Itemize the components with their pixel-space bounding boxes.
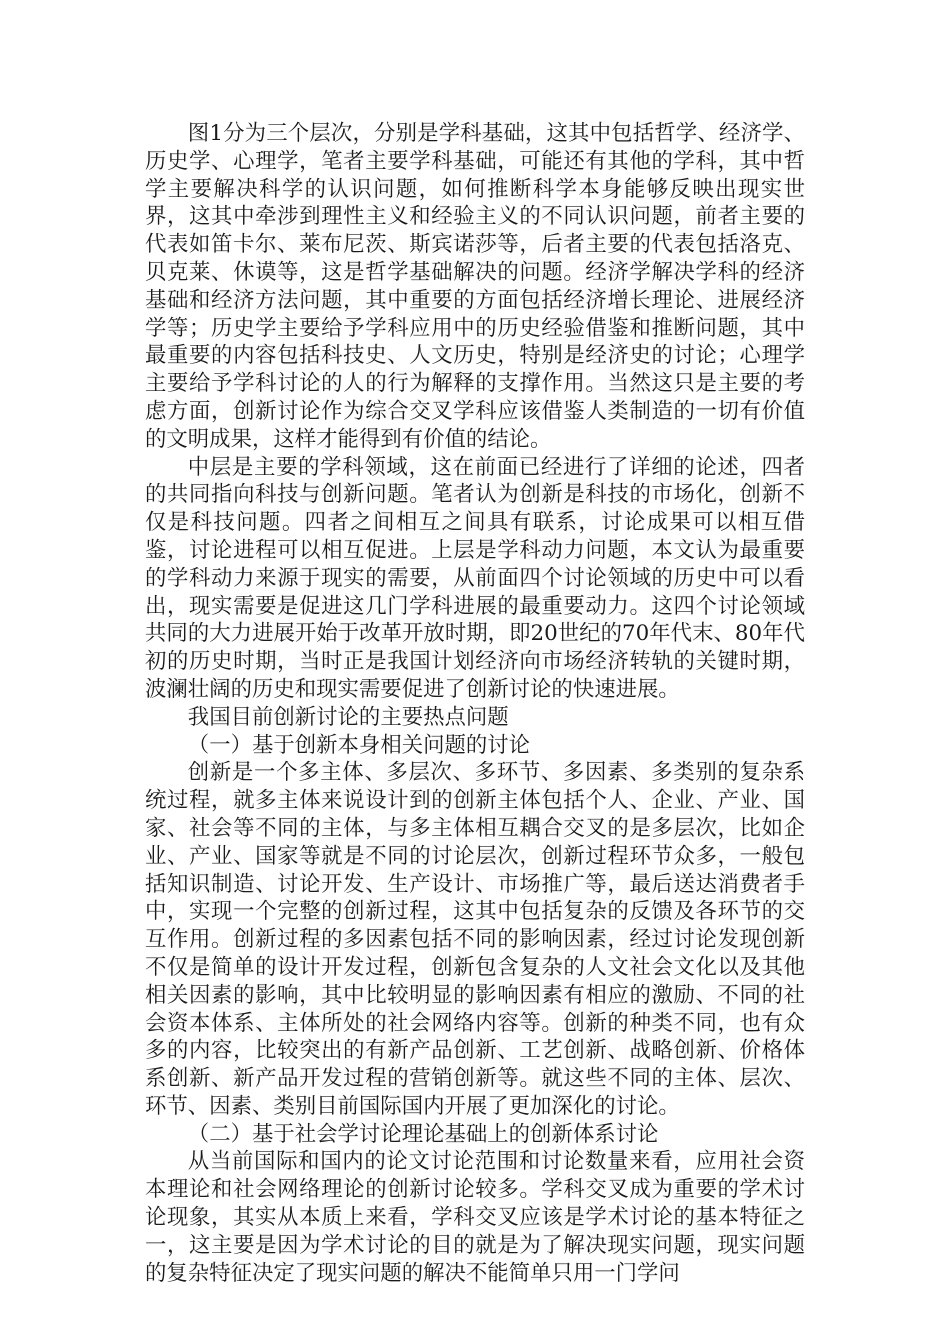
subsection-heading-2: （二）基于社会学讨论理论基础上的创新体系讨论 (187, 1121, 659, 1147)
paragraph-three-levels: 图1分为三个层次，分别是学科基础，这其中包括哲学、经济学、历史学、心理学，笔者主要学科基础，可能还有其他的学科，其中哲学主要解决科学的认识问题，如何推断科学本身能够反映出现实世界，这其中牵涉到理性主义和经验主义的不同认识问题，前者主要的代表如笛卡尔、莱布尼茨、斯宾诺莎等，后者主要的代表包括洛克、贝克莱、休谟等，这是哲学基础解决的问题。经济学解决学科的经济基础和经济方法问题，其中重要的方面包括经济增长理论、进展经济学等；历史学主要给予学科应用中的历史经验借鉴和推断问题，其中最重要的内容包括科技史、人文历史，特别是经济史的讨论；心理学主要给予学科讨论的人的行为解释的支撑作用。当然这只是主要的考虑方面，创新讨论作为综合交叉学科应该借鉴人类制造的一切有价值的文明成果，这样才能得到有价值的结论。 (145, 121, 805, 452)
subsection-heading-1: （一）基于创新本身相关问题的讨论 (187, 732, 531, 758)
paragraph-innovation-system: 创新是一个多主体、多层次、多环节、多因素、多类别的复杂系统过程，就多主体来说设计到的创新主体包括个人、企业、产业、国家、社会等不同的主体，与多主体相互耦合交叉的是多层次，比如企业、产业、国家等就是不同的讨论层次，创新过程环节众多，一般包括知识制造、讨论开发、生产设计、市场推广等，最后送达消费者手中，实现一个完整的创新过程，这其中包括复杂的反馈及各环节的交互作用。创新过程的多因素包括不同的影响因素，经过讨论发现创新不仅是简单的设计开发过程，创新包含复杂的人文社会文化以及其他相关因素的影响，其中比较明显的影响因素有相应的激励、不同的社会资本体系、主体所处的社会网络内容等。创新的种类不同，也有众多的内容，比较突出的有新产品创新、工艺创新、战略创新、价格体系创新、新产品开发过程的营销创新等。就这些不同的主体、层次、环节、因素、类别目前国际国内开展了更加深化的讨论。 (145, 760, 805, 1119)
paragraph-middle-level: 中层是主要的学科领域，这在前面已经进行了详细的论述，四者的共同指向科技与创新问题。笔者认为创新是科技的市场化，创新不仅是科技问题。四者之间相互之间具有联系，讨论成果可以相互借鉴，讨论进程可以相互促进。上层是学科动力问题，本文认为最重要的学科动力来源于现实的需要，从前面四个讨论领域的历史中可以看出，现实需要是促进这几门学科进展的最重要动力。这四个讨论领域共同的大力进展开始于改革开放时期，即20世纪的70年代末、80年代初的历史时期，当时正是我国计划经济向市场经济转轨的关键时期，波澜壮阔的历史和现实需要促进了创新讨论的快速进展。 (145, 454, 805, 702)
section-heading: 我国目前创新讨论的主要热点问题 (187, 704, 509, 730)
document-page (145, 120, 805, 1287)
paragraph-social-capital: 从当前国际和国内的论文讨论范围和讨论数量来看，应用社会资本理论和社会网络理论的创新讨论较多。学科交叉成为重要的学术讨论现象，其实从本质上来看，学科交叉应该是学术讨论的基本特征之一，这主要是因为学术讨论的目的就是为了解决现实问题，现实问题的复杂特征决定了现实问题的解决不能简单只用一门学问 (145, 1149, 805, 1286)
